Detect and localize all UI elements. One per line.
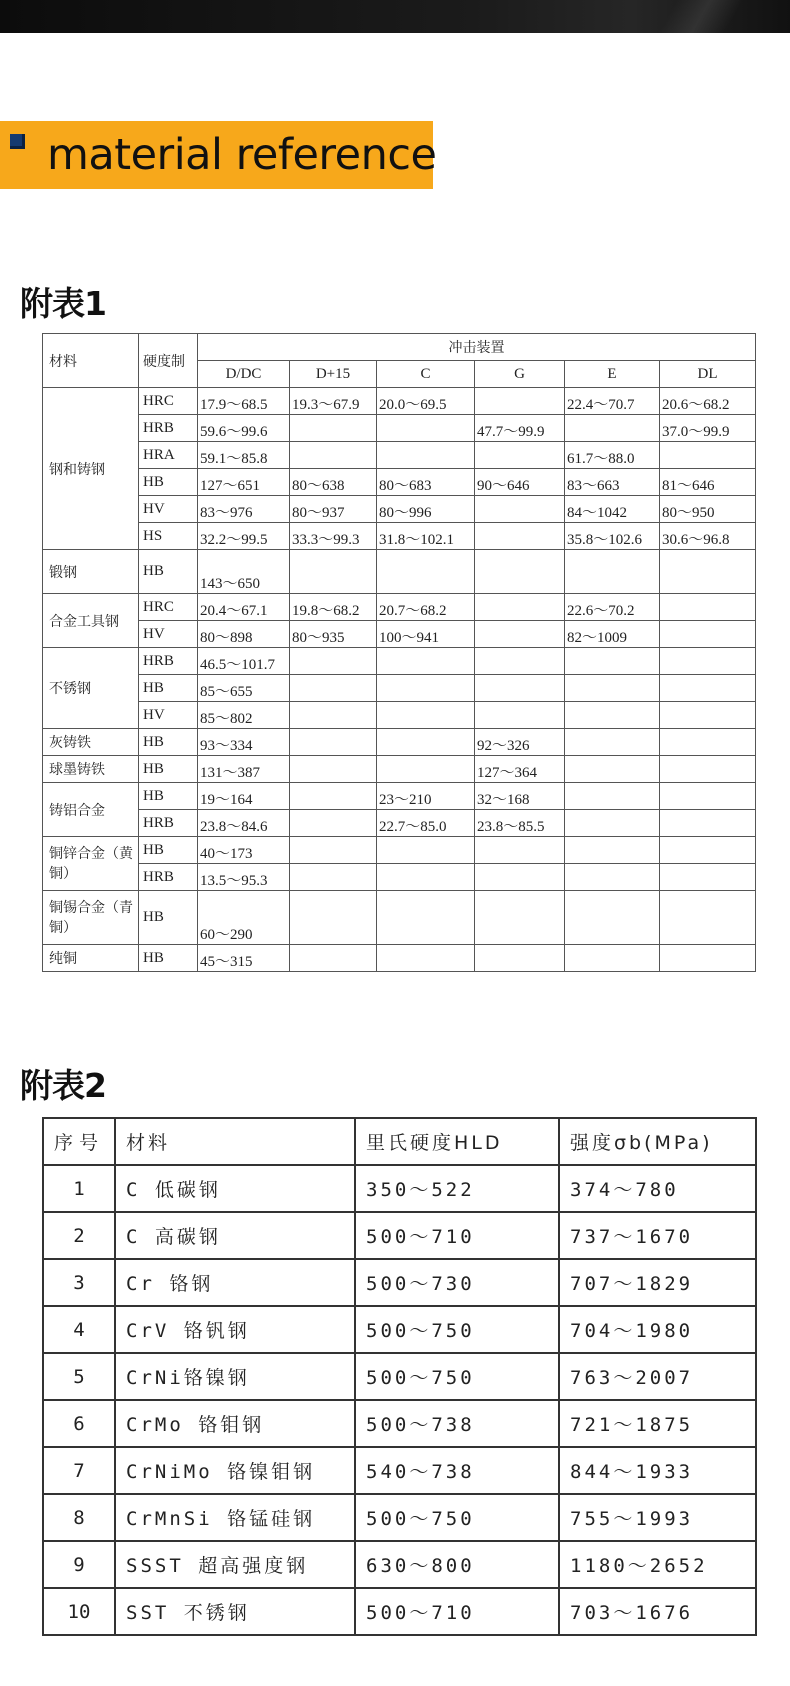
range-cell (475, 388, 565, 415)
hardness-system-cell: HV (139, 496, 198, 523)
table-row (43, 1259, 756, 1306)
material-cell: 铜锡合金（青铜） (43, 891, 139, 945)
table-row (43, 756, 756, 783)
range-cell: 20.6～68.2 (660, 388, 756, 415)
range-cell (660, 702, 756, 729)
range-cell: 80～996 (377, 496, 475, 523)
impact-device-header: 冲击装置 (198, 334, 756, 361)
table-row (43, 1400, 756, 1447)
range-cell (660, 594, 756, 621)
index-cell: 7 (43, 1447, 115, 1494)
hld-cell: 500～730 (355, 1259, 559, 1306)
table-row (43, 1447, 756, 1494)
table-row (43, 891, 756, 945)
table-row (43, 496, 756, 523)
section-title-1: 附表1 (20, 284, 106, 323)
range-cell (377, 837, 475, 864)
table-row (43, 442, 756, 469)
material-cell: 合金工具钢 (43, 594, 139, 648)
range-cell (660, 810, 756, 837)
range-cell: 92～326 (475, 729, 565, 756)
table-row (43, 810, 756, 837)
table-row (43, 864, 756, 891)
range-cell (660, 675, 756, 702)
material-header: 材料 (115, 1118, 355, 1165)
hardness-system-cell: HB (139, 756, 198, 783)
hardness-system-header: 硬度制 (139, 334, 198, 388)
hardness-system-cell: HRA (139, 442, 198, 469)
strength-cell: 737～1670 (559, 1212, 756, 1259)
range-cell (290, 810, 377, 837)
range-cell (290, 442, 377, 469)
range-cell (377, 702, 475, 729)
range-cell: 47.7～99.9 (475, 415, 565, 442)
table-row (43, 1588, 756, 1635)
range-cell (660, 837, 756, 864)
material-cell: SSST 超高强度钢 (115, 1541, 355, 1588)
range-cell: 31.8～102.1 (377, 523, 475, 550)
strength-table-body (43, 1118, 756, 1635)
range-cell (377, 729, 475, 756)
range-cell (377, 756, 475, 783)
range-cell: 83～663 (565, 469, 660, 496)
range-cell (660, 550, 756, 594)
range-cell (565, 810, 660, 837)
range-cell (475, 864, 565, 891)
range-cell: 143～650 (198, 550, 290, 594)
range-cell: 131～387 (198, 756, 290, 783)
range-cell (377, 648, 475, 675)
range-cell: 90～646 (475, 469, 565, 496)
hardness-system-cell: HB (139, 729, 198, 756)
table-row (43, 469, 756, 496)
range-cell (660, 621, 756, 648)
strength-cell: 844～1933 (559, 1447, 756, 1494)
material-cell: 铸铝合金 (43, 783, 139, 837)
hardness-system-cell: HB (139, 945, 198, 972)
table-row (43, 550, 756, 594)
range-cell (660, 756, 756, 783)
strength-cell: 763～2007 (559, 1353, 756, 1400)
index-header: 序号 (43, 1118, 115, 1165)
range-cell (475, 496, 565, 523)
range-cell (565, 648, 660, 675)
range-cell (290, 783, 377, 810)
table-row (43, 783, 756, 810)
hardness-system-cell: HRB (139, 810, 198, 837)
range-cell (565, 837, 660, 864)
table-row (43, 1494, 756, 1541)
table-row (43, 1165, 756, 1212)
range-cell (377, 945, 475, 972)
strength-cell: 755～1993 (559, 1494, 756, 1541)
range-cell (565, 945, 660, 972)
index-cell: 6 (43, 1400, 115, 1447)
hld-header: 里氏硬度HLD (355, 1118, 559, 1165)
table-row (43, 1541, 756, 1588)
range-cell: 22.7～85.0 (377, 810, 475, 837)
strength-cell: 721～1875 (559, 1400, 756, 1447)
range-cell (475, 891, 565, 945)
range-cell: 80～950 (660, 496, 756, 523)
range-cell (475, 675, 565, 702)
hardness-range-table (42, 333, 756, 972)
hardness-system-cell: HV (139, 702, 198, 729)
table-row (43, 1353, 756, 1400)
section-banner (0, 121, 437, 189)
range-cell: 127～651 (198, 469, 290, 496)
range-cell (290, 550, 377, 594)
range-cell (290, 891, 377, 945)
range-cell (565, 415, 660, 442)
range-cell: 59.6～99.6 (198, 415, 290, 442)
range-cell (290, 415, 377, 442)
hardness-system-cell: HRB (139, 648, 198, 675)
index-cell: 10 (43, 1588, 115, 1635)
material-cell: 锻钢 (43, 550, 139, 594)
hardness-system-cell: HB (139, 783, 198, 810)
range-cell (290, 675, 377, 702)
banner-square-icon (10, 134, 25, 149)
range-cell (475, 594, 565, 621)
range-cell: 19.8～68.2 (290, 594, 377, 621)
table-row (43, 1212, 756, 1259)
range-cell (377, 415, 475, 442)
table-row (43, 523, 756, 550)
material-cell: 钢和铸钢 (43, 388, 139, 550)
index-cell: 2 (43, 1212, 115, 1259)
hld-cell: 500～750 (355, 1494, 559, 1541)
table-row (43, 648, 756, 675)
range-cell (475, 702, 565, 729)
strength-cell: 374～780 (559, 1165, 756, 1212)
range-cell: 60～290 (198, 891, 290, 945)
material-cell: 球墨铸铁 (43, 756, 139, 783)
range-cell: 13.5～95.3 (198, 864, 290, 891)
index-cell: 3 (43, 1259, 115, 1306)
range-cell: 81～646 (660, 469, 756, 496)
table-row (43, 729, 756, 756)
table-row (43, 702, 756, 729)
strength-cell: 704～1980 (559, 1306, 756, 1353)
material-cell: SST 不锈钢 (115, 1588, 355, 1635)
range-cell (565, 550, 660, 594)
range-cell: 37.0～99.9 (660, 415, 756, 442)
hardness-system-cell: HRB (139, 415, 198, 442)
range-cell: 80～898 (198, 621, 290, 648)
range-cell: 19.3～67.9 (290, 388, 377, 415)
material-cell: Cr 铬钢 (115, 1259, 355, 1306)
hld-cell: 500～750 (355, 1306, 559, 1353)
table-row (43, 837, 756, 864)
material-cell: 不锈钢 (43, 648, 139, 729)
range-cell: 22.6～70.2 (565, 594, 660, 621)
range-cell (565, 729, 660, 756)
table-row (43, 675, 756, 702)
hardness-system-cell: HRC (139, 594, 198, 621)
index-cell: 9 (43, 1541, 115, 1588)
index-cell: 4 (43, 1306, 115, 1353)
hardness-system-cell: HB (139, 469, 198, 496)
table-row (43, 594, 756, 621)
range-cell: 100～941 (377, 621, 475, 648)
range-cell: 32～168 (475, 783, 565, 810)
range-cell: 127～364 (475, 756, 565, 783)
material-header: 材料 (43, 334, 139, 388)
index-cell: 1 (43, 1165, 115, 1212)
hardness-system-cell: HB (139, 675, 198, 702)
range-cell (660, 729, 756, 756)
range-cell (377, 550, 475, 594)
range-cell (475, 945, 565, 972)
range-cell: 30.6～96.8 (660, 523, 756, 550)
material-cell: CrNiMo 铬镍钼钢 (115, 1447, 355, 1494)
table-row (43, 388, 756, 415)
range-cell: 33.3～99.3 (290, 523, 377, 550)
hardness-system-cell: HB (139, 891, 198, 945)
range-cell (475, 523, 565, 550)
hld-cell: 500～710 (355, 1212, 559, 1259)
range-cell (660, 648, 756, 675)
range-cell (290, 756, 377, 783)
range-cell: 80～935 (290, 621, 377, 648)
device-header: DL (660, 361, 756, 388)
range-cell (660, 442, 756, 469)
range-cell (565, 783, 660, 810)
hld-cell: 500～710 (355, 1588, 559, 1635)
hardness-table-body (43, 334, 756, 972)
range-cell: 20.4～67.1 (198, 594, 290, 621)
range-cell (660, 783, 756, 810)
material-cell: C 高碳钢 (115, 1212, 355, 1259)
hld-cell: 630～800 (355, 1541, 559, 1588)
material-cell: CrMo 铬钼钢 (115, 1400, 355, 1447)
range-cell (377, 675, 475, 702)
range-cell: 45～315 (198, 945, 290, 972)
device-header: E (565, 361, 660, 388)
material-cell: 纯铜 (43, 945, 139, 972)
strength-cell: 1180～2652 (559, 1541, 756, 1588)
range-cell (565, 891, 660, 945)
hardness-system-cell: HS (139, 523, 198, 550)
hld-cell: 500～750 (355, 1353, 559, 1400)
range-cell: 23.8～84.6 (198, 810, 290, 837)
range-cell: 35.8～102.6 (565, 523, 660, 550)
range-cell (475, 648, 565, 675)
range-cell: 20.0～69.5 (377, 388, 475, 415)
range-cell (290, 648, 377, 675)
range-cell: 59.1～85.8 (198, 442, 290, 469)
table-row (43, 1306, 756, 1353)
top-bar (0, 0, 790, 33)
index-cell: 5 (43, 1353, 115, 1400)
material-cell: 灰铸铁 (43, 729, 139, 756)
range-cell: 17.9～68.5 (198, 388, 290, 415)
range-cell: 46.5～101.7 (198, 648, 290, 675)
range-cell: 80～937 (290, 496, 377, 523)
range-cell: 84～1042 (565, 496, 660, 523)
banner-title: material reference (47, 130, 437, 180)
range-cell: 40～173 (198, 837, 290, 864)
range-cell (290, 864, 377, 891)
range-cell (377, 891, 475, 945)
hld-cell: 500～738 (355, 1400, 559, 1447)
range-cell: 93～334 (198, 729, 290, 756)
range-cell: 19～164 (198, 783, 290, 810)
range-cell (377, 442, 475, 469)
device-header: D+15 (290, 361, 377, 388)
range-cell: 61.7～88.0 (565, 442, 660, 469)
material-cell: CrNi铬镍钢 (115, 1353, 355, 1400)
table-row (43, 415, 756, 442)
range-cell: 83～976 (198, 496, 290, 523)
device-header: D/DC (198, 361, 290, 388)
material-cell: 铜锌合金（黄铜） (43, 837, 139, 891)
hardness-system-cell: HB (139, 837, 198, 864)
range-cell: 32.2～99.5 (198, 523, 290, 550)
hld-cell: 350～522 (355, 1165, 559, 1212)
range-cell: 23～210 (377, 783, 475, 810)
material-cell: C 低碳钢 (115, 1165, 355, 1212)
table-row (43, 945, 756, 972)
index-cell: 8 (43, 1494, 115, 1541)
section-title-2: 附表2 (20, 1066, 106, 1105)
range-cell: 85～802 (198, 702, 290, 729)
range-cell: 85～655 (198, 675, 290, 702)
range-cell (377, 864, 475, 891)
range-cell (565, 675, 660, 702)
range-cell: 20.7～68.2 (377, 594, 475, 621)
range-cell: 80～638 (290, 469, 377, 496)
table-row (43, 621, 756, 648)
strength-cell: 707～1829 (559, 1259, 756, 1306)
hardness-system-cell: HB (139, 550, 198, 594)
hardness-system-cell: HV (139, 621, 198, 648)
range-cell (475, 550, 565, 594)
hld-cell: 540～738 (355, 1447, 559, 1494)
range-cell: 80～683 (377, 469, 475, 496)
hardness-system-cell: HRC (139, 388, 198, 415)
range-cell (290, 945, 377, 972)
range-cell (565, 864, 660, 891)
range-cell (290, 702, 377, 729)
material-cell: CrV 铬钒钢 (115, 1306, 355, 1353)
range-cell (565, 756, 660, 783)
range-cell (660, 864, 756, 891)
range-cell: 23.8～85.5 (475, 810, 565, 837)
strength-header: 强度σb(MPa) (559, 1118, 756, 1165)
range-cell: 22.4～70.7 (565, 388, 660, 415)
range-cell (290, 837, 377, 864)
range-cell (475, 837, 565, 864)
range-cell (475, 442, 565, 469)
range-cell (660, 945, 756, 972)
material-cell: CrMnSi 铬锰硅钢 (115, 1494, 355, 1541)
strength-table (42, 1117, 757, 1636)
hardness-system-cell: HRB (139, 864, 198, 891)
range-cell (660, 891, 756, 945)
range-cell (475, 621, 565, 648)
strength-cell: 703～1676 (559, 1588, 756, 1635)
range-cell (565, 702, 660, 729)
range-cell: 82～1009 (565, 621, 660, 648)
device-header: C (377, 361, 475, 388)
range-cell (290, 729, 377, 756)
device-header: G (475, 361, 565, 388)
